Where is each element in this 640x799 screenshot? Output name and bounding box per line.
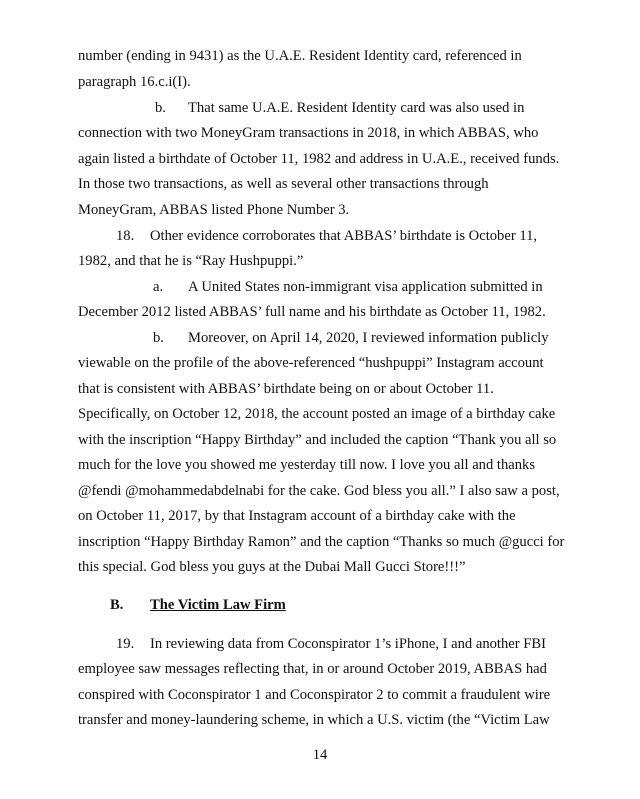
subparagraph-marker: a. [153, 279, 164, 295]
subparagraph-marker: b. [153, 330, 164, 346]
subparagraph-marker: b. [155, 100, 166, 116]
text-line: paragraph 16.c.i(I). [78, 74, 191, 90]
text-line: inscription “Happy Birthday Ramon” and the caption “Thanks so much @gucci for [78, 534, 565, 550]
text-line: employee saw messages reflecting that, in or around October 2019, ABBAS had [78, 661, 547, 677]
text-line: A United States non-immigrant visa application submitted in [188, 279, 543, 295]
text-line: viewable on the profile of the above-referenced “hushpuppi” Instagram account [78, 355, 544, 371]
text-line: conspired with Coconspirator 1 and Coconspirator 2 to commit a fraudulent wire [78, 687, 551, 703]
text-line: December 2012 listed ABBAS’ full name and his birthdate as October 11, 1982. [78, 304, 546, 320]
text-line: on October 11, 2017, by that Instagram account of a birthday cake with the [78, 508, 516, 524]
text-line: Other evidence corroborates that ABBAS’ birthdate is October 11, [150, 228, 538, 244]
text-line: this special. God bless you guys at the Dubai Mall Gucci Store!!!” [78, 559, 466, 575]
text-line: that is consistent with ABBAS’ birthdate being on or about October 11. [78, 381, 494, 397]
paragraph-number: 19. [116, 636, 135, 652]
text-line: @fendi @mohammedabdelnabi for the cake. God bless you all.” I also saw a post, [78, 483, 560, 499]
text-line: That same U.A.E. Resident Identity card was also used in [188, 100, 525, 116]
text-line: much for the love you showed me yesterday till now. I love you all and thanks [78, 457, 536, 473]
section-letter: B. [110, 597, 124, 613]
text-line: connection with two MoneyGram transactions in 2018, in which ABBAS, who [78, 125, 539, 141]
text-line: 1982, and that he is “Ray Hushpuppi.” [78, 253, 304, 269]
page-number: 14 [312, 747, 328, 763]
text-line: In those two transactions, as well as several other transactions through [78, 176, 489, 192]
text-line: transfer and money-laundering scheme, in which a U.S. victim (the “Victim Law [78, 712, 550, 728]
section-heading: The Victim Law Firm [150, 597, 286, 613]
text-line: Specifically, on October 12, 2018, the account posted an image of a birthday cake [78, 406, 556, 422]
text-line: MoneyGram, ABBAS listed Phone Number 3. [78, 202, 350, 218]
text-line: number (ending in 9431) as the U.A.E. Resident Identity card, referenced in [78, 48, 522, 64]
text-line: again listed a birthdate of October 11, 1982 and address in U.A.E., received funds. [78, 151, 560, 167]
text-line: with the inscription “Happy Birthday” and included the caption “Thank you all so [78, 432, 557, 448]
text-line: In reviewing data from Coconspirator 1’s iPhone, I and another FBI [150, 636, 546, 652]
text-line: Moreover, on April 14, 2020, I reviewed information publicly [188, 330, 549, 346]
paragraph-number: 18. [116, 228, 135, 244]
